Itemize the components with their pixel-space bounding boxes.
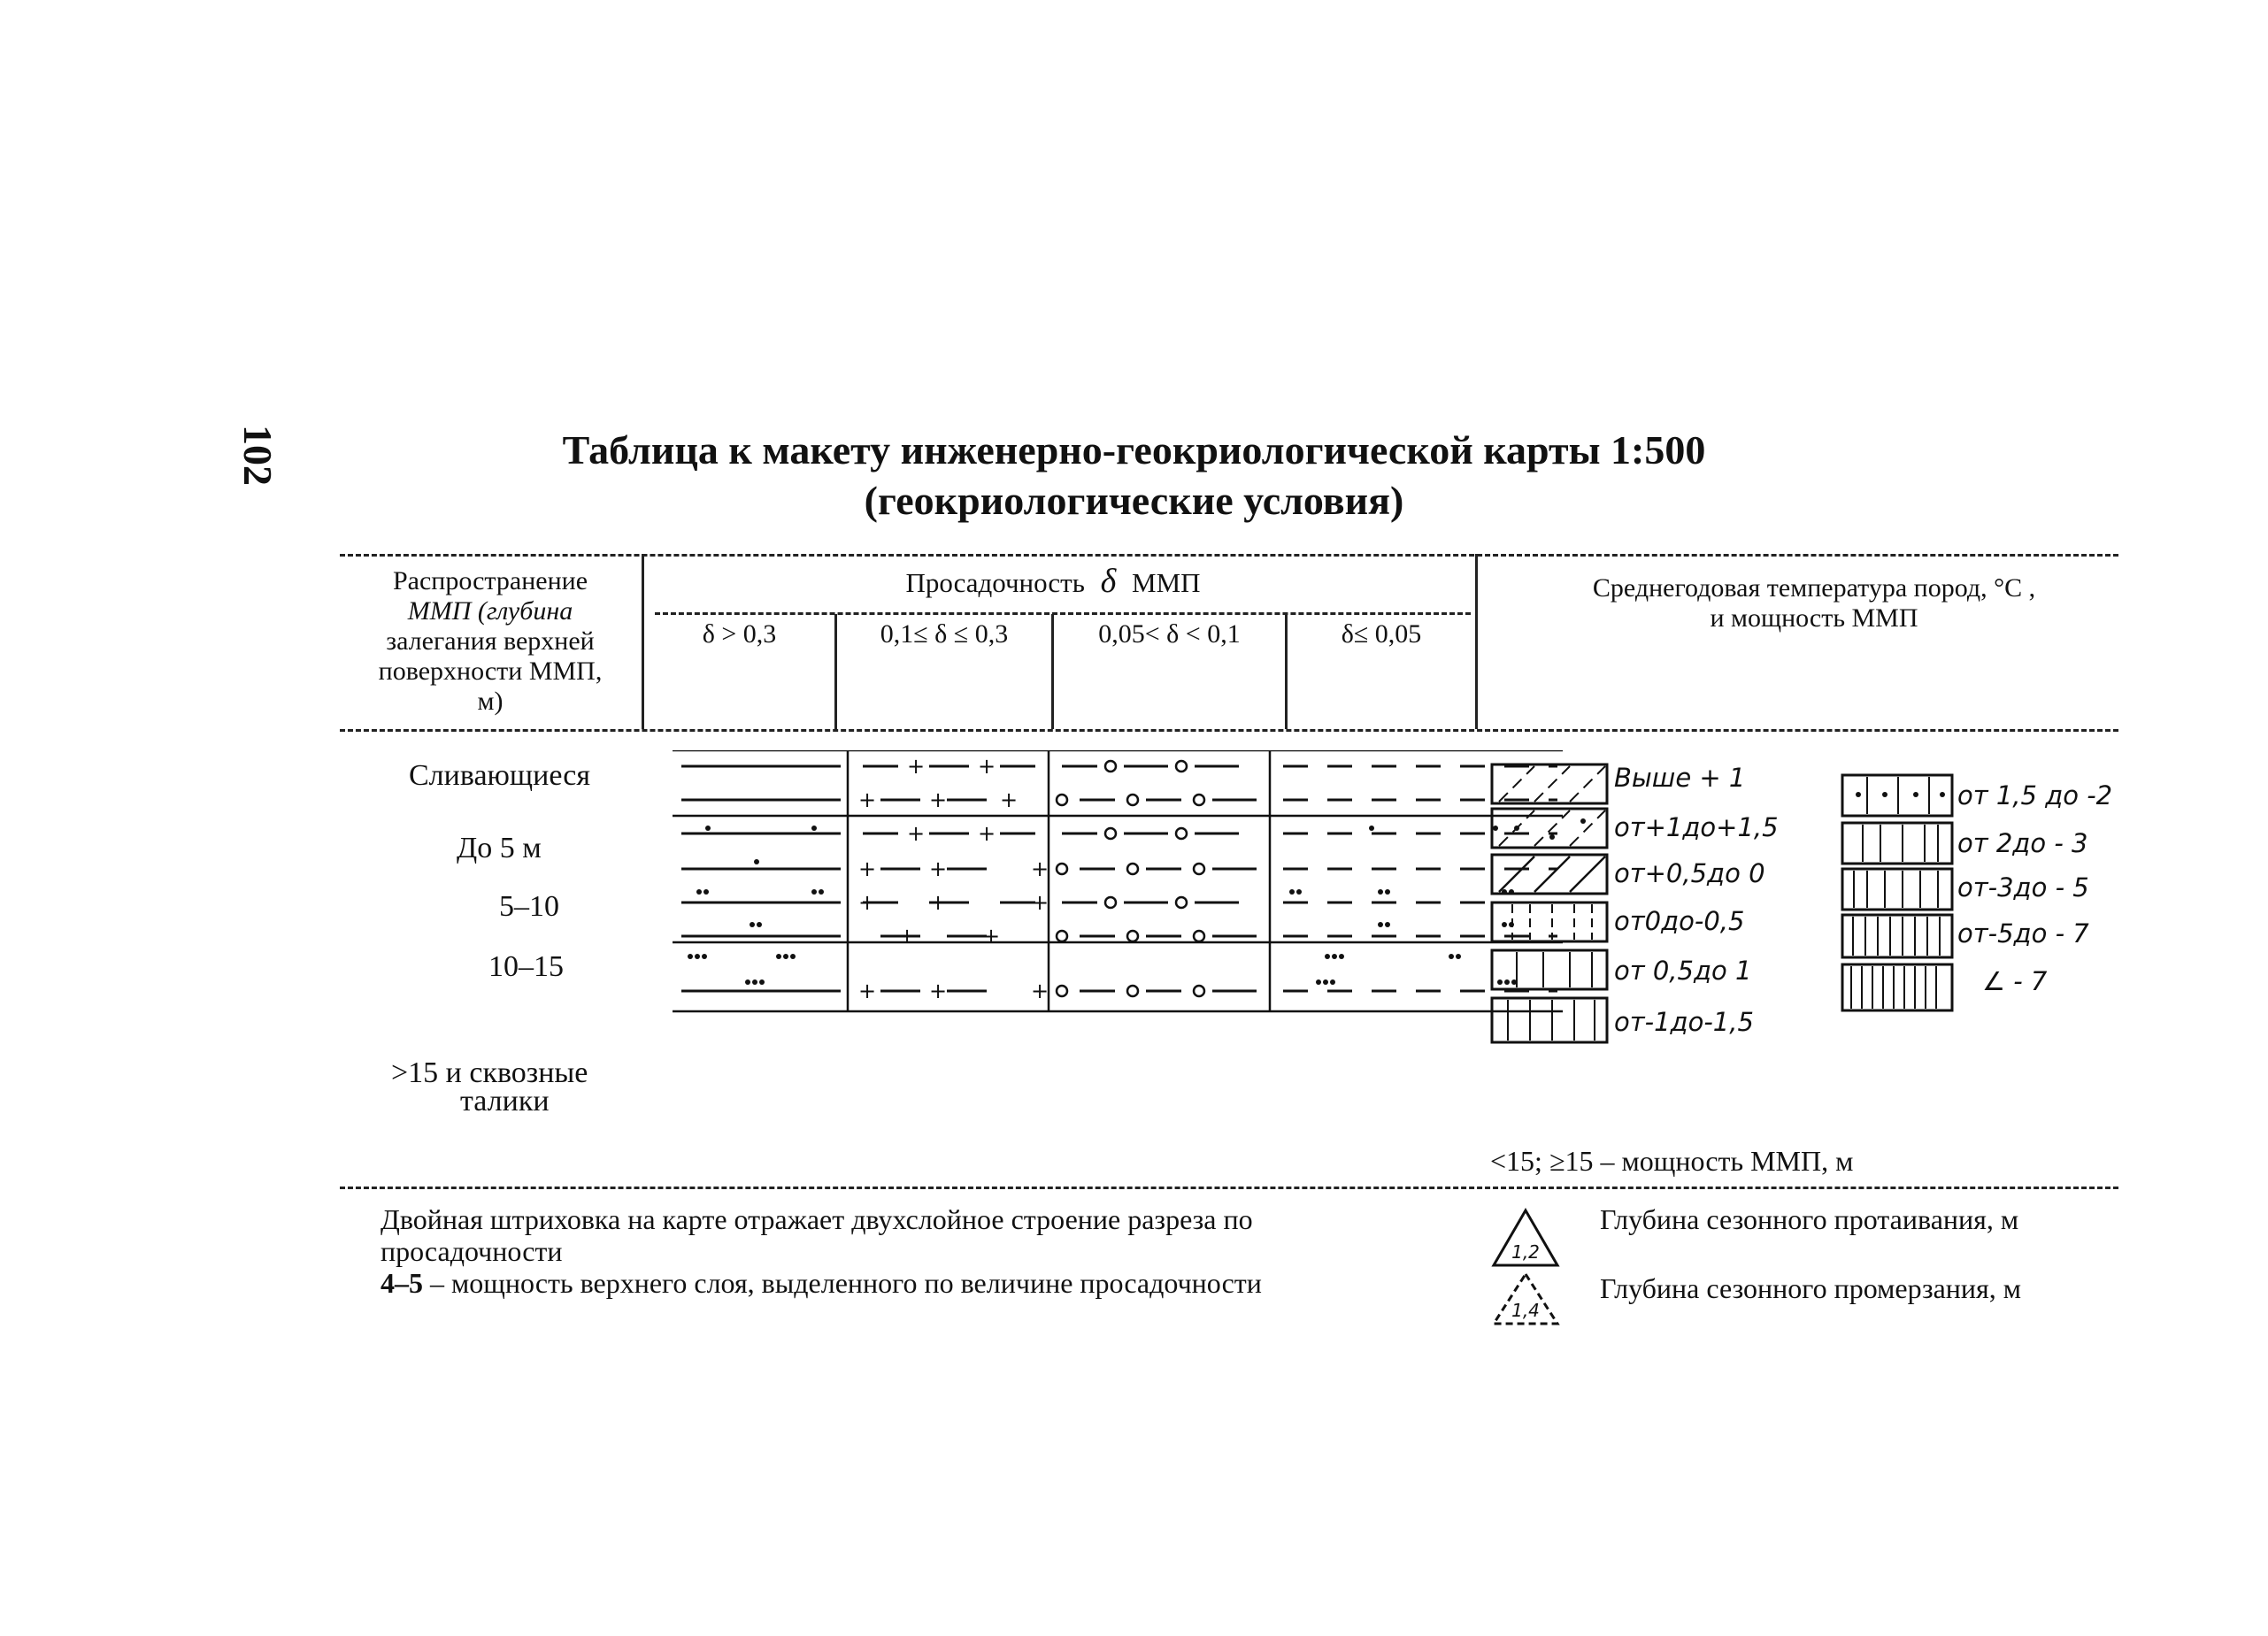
subheader-gt-0-3: δ > 0,3 xyxy=(702,619,777,649)
notes-block xyxy=(381,1203,1487,1299)
subsidence-hatching-grid xyxy=(673,750,1563,1016)
temp-label: ∠ - 7 xyxy=(1982,966,2048,996)
svg-text:+: + xyxy=(858,979,877,1003)
freeze-depth-label: Глубина сезонного промерзания, м xyxy=(1600,1272,2022,1304)
thickness-note: <15; ≥15 – мощность ММП, м xyxy=(1490,1145,1854,1177)
page-title xyxy=(0,426,2268,524)
temp-label: от+0,5до 0 xyxy=(1614,858,1765,888)
header-distribution-line: поверхности ММП, xyxy=(378,657,603,686)
temp-label: от-3до - 5 xyxy=(1957,872,2089,902)
title-line-2: (геокриологические условия) xyxy=(864,478,1404,523)
table-bottom-rule xyxy=(340,1187,2118,1189)
header-temperature xyxy=(1495,573,2133,634)
row-label-taliks: талики xyxy=(460,1085,550,1118)
header-subsidence-unit: ММП xyxy=(1132,567,1201,598)
row-label-merging: Сливающиеся xyxy=(409,759,590,792)
row-label-up-to-5: До 5 м xyxy=(457,832,542,864)
note-line: просадочности xyxy=(381,1235,563,1267)
temp-label: от-1до-1,5 xyxy=(1614,1007,1754,1037)
temp-label: от+1до+1,5 xyxy=(1614,812,1779,842)
svg-text:+: + xyxy=(978,821,996,846)
svg-text:+: + xyxy=(982,924,1001,949)
page-number: 102 xyxy=(235,425,281,486)
svg-text:+: + xyxy=(978,754,996,779)
header-bottom-rule xyxy=(340,729,2118,732)
column-divider-2 xyxy=(1475,554,1478,729)
temperature-swatches-left xyxy=(1490,763,1614,1055)
thaw-depth-triangle-icon xyxy=(1490,1207,1561,1271)
svg-text:+: + xyxy=(929,787,948,812)
header-distribution xyxy=(340,566,641,717)
header-distribution-line: м) xyxy=(477,687,504,716)
svg-text:+: + xyxy=(929,856,948,881)
note-line-rest: – мощность верхнего слоя, выделенного по величине просадочности xyxy=(423,1267,1262,1299)
svg-text:+: + xyxy=(1031,979,1049,1003)
temp-label: Выше + 1 xyxy=(1614,763,1746,793)
temp-label: от-5до - 7 xyxy=(1957,918,2089,949)
note-line-3 xyxy=(381,1267,1487,1299)
title-line-1: Таблица к макету инженерно-геокриологической карты 1:500 xyxy=(562,427,1706,472)
row-label-gt-15: >15 и сквозные xyxy=(391,1056,588,1089)
row-label-10-15: 10–15 xyxy=(488,950,564,983)
svg-text:+: + xyxy=(929,979,948,1003)
header-temperature-line: Среднегодовая температура пород, °С , xyxy=(1592,573,2036,603)
subheader-0-1-to-0-3: 0,1≤ δ ≤ 0,3 xyxy=(880,619,1009,649)
temp-label: от 0,5до 1 xyxy=(1614,956,1752,986)
svg-text:+: + xyxy=(907,754,926,779)
svg-text:+: + xyxy=(907,821,926,846)
header-distribution-line: ММП (глубина xyxy=(407,596,573,626)
header-subsidence xyxy=(655,563,1451,600)
temperature-swatches-right xyxy=(1841,773,1956,1018)
svg-text:+: + xyxy=(858,890,877,915)
note-line: Двойная штриховка на карте отражает двухслойное строение разреза по xyxy=(381,1203,1253,1235)
header-temperature-line: и мощность ММП xyxy=(1710,603,1918,633)
header-distribution-line: Распространение xyxy=(392,566,588,595)
thaw-depth-value: 1,2 xyxy=(1511,1241,1540,1263)
svg-text:+: + xyxy=(929,890,948,915)
subheader-rule xyxy=(655,612,1471,615)
delta-symbol: δ xyxy=(1100,563,1117,600)
note-bold-range: 4–5 xyxy=(381,1267,423,1299)
subheader-le-0-05: δ≤ 0,05 xyxy=(1341,619,1422,649)
freeze-depth-triangle-icon xyxy=(1490,1271,1561,1329)
table-top-rule xyxy=(340,554,2118,557)
header-subsidence-label: Просадочность xyxy=(905,567,1085,598)
svg-text:+: + xyxy=(1000,787,1019,812)
freeze-depth-value: 1,4 xyxy=(1511,1300,1540,1321)
row-label-5-10: 5–10 xyxy=(499,890,559,923)
svg-text:+: + xyxy=(858,856,877,881)
svg-text:+: + xyxy=(898,924,917,949)
header-distribution-line: залегания верхней xyxy=(386,626,595,656)
svg-text:+: + xyxy=(1031,856,1049,881)
temp-label: от0до-0,5 xyxy=(1614,906,1745,936)
temp-label: от 1,5 до -2 xyxy=(1957,780,2113,810)
thaw-depth-label: Глубина сезонного протаивания, м xyxy=(1600,1203,2019,1235)
temp-label: от 2до - 3 xyxy=(1957,828,2088,858)
svg-text:+: + xyxy=(858,787,877,812)
subheader-0-05-to-0-1: 0,05< δ < 0,1 xyxy=(1098,619,1241,649)
svg-text:+: + xyxy=(1031,890,1049,915)
